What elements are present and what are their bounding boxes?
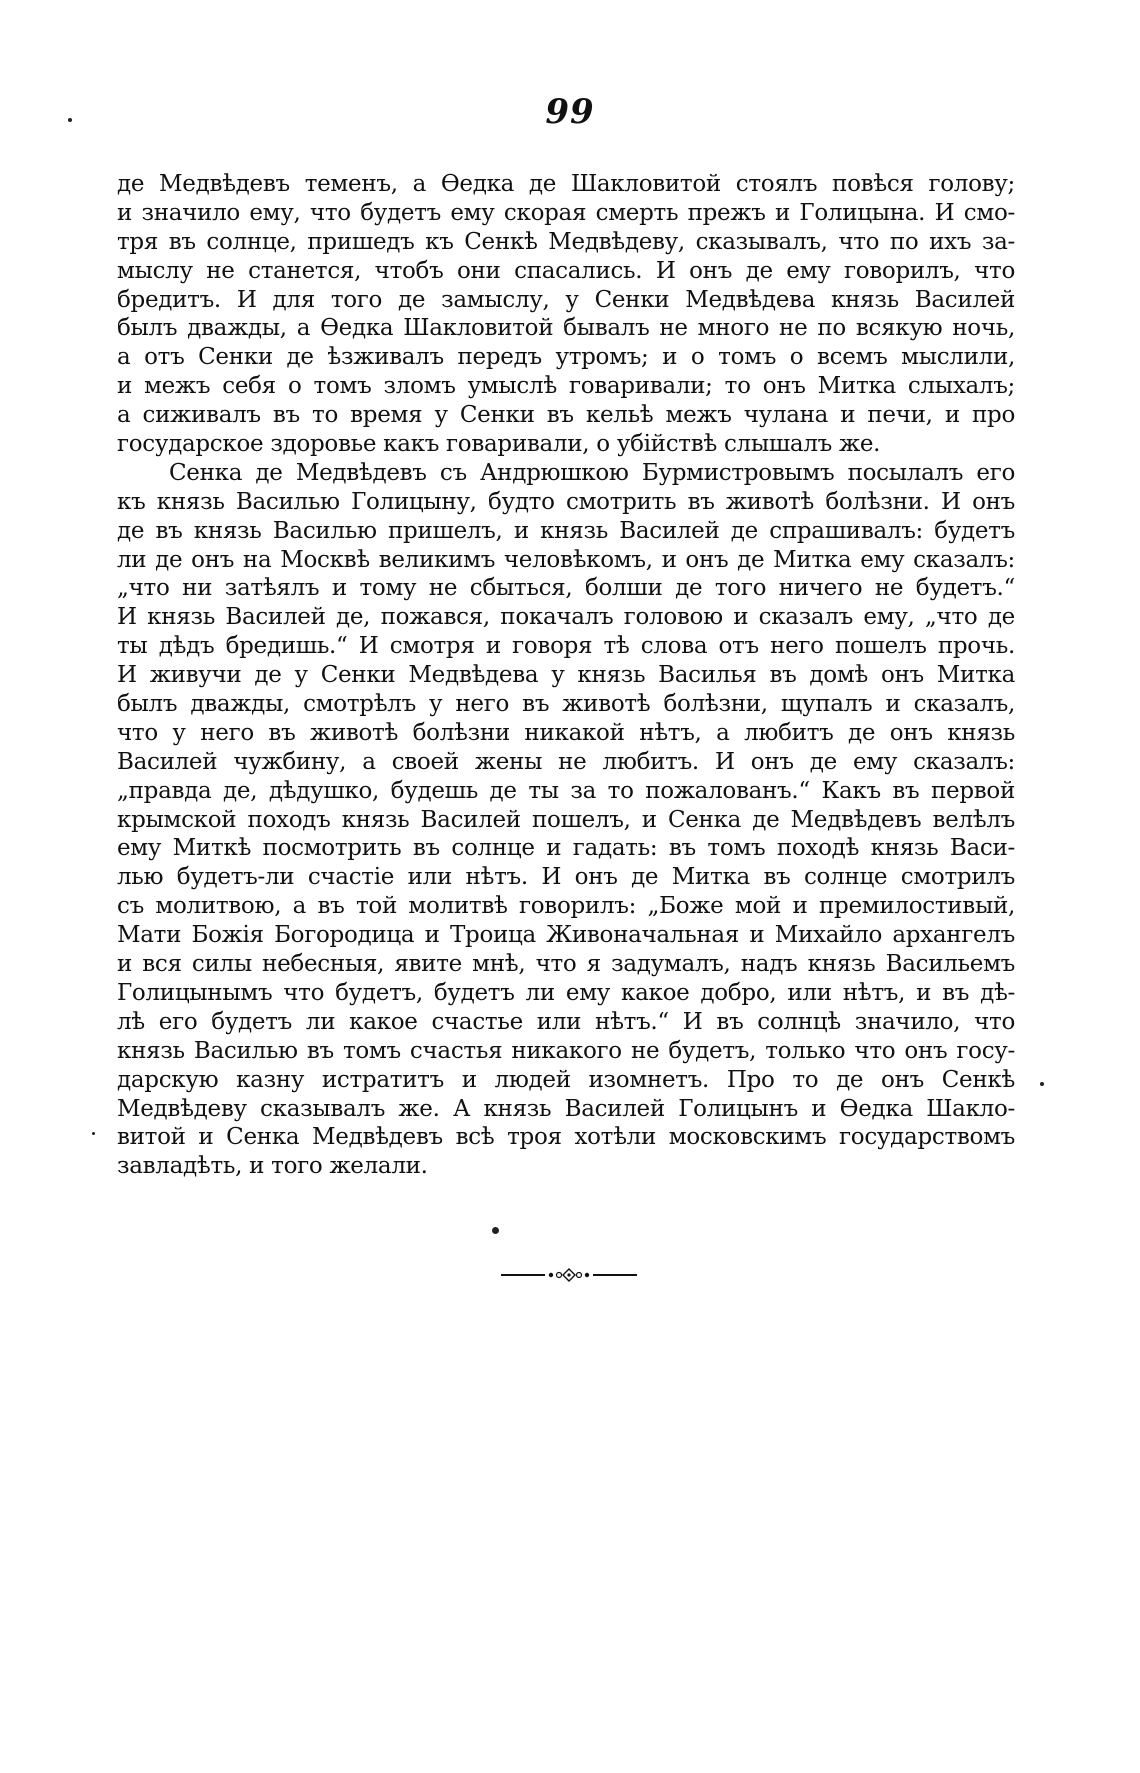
text-line: Сенка де Медвѣдевъ съ Андрюшкою Бурмистровымъ посылалъ его — [169, 459, 1015, 486]
text-line: бредитъ. И для того де замыслу, у Сенки Медвѣдева князь Василей — [117, 286, 1015, 313]
text-line: ему Миткѣ посмотрить въ солнце и гадать: въ томъ походѣ князь Васи- — [117, 835, 1015, 862]
text-line: дарскую казну истратитъ и людей изомнетъ. Про то де онъ Сенкѣ — [117, 1066, 1015, 1093]
body-text — [117, 170, 1015, 1181]
print-speck — [492, 1227, 499, 1234]
text-line: завладѣть, и того желали. — [117, 1153, 428, 1180]
text-line: лью будетъ-ли счастіе или нѣтъ. И онъ де Митка въ солнце смотрилъ — [117, 864, 1015, 891]
ornament-divider — [499, 1268, 639, 1282]
text-line: былъ дважды, смотрѣлъ у него въ животѣ болѣзни, щупалъ и сказалъ, — [117, 691, 1015, 718]
text-line: де Медвѣдевъ теменъ, а Ѳедка де Шакловитой стоялъ повѣся голову; — [117, 171, 1015, 197]
text-line: Голицынымъ что будетъ, будетъ ли ему какое добро, или нѣтъ, и въ дѣ- — [117, 979, 1015, 1006]
text-line: Василей чужбину, а своей жены не любитъ. И онъ де ему сказалъ: — [117, 748, 1015, 775]
text-line: государское здоровье какъ говаривали, о убійствѣ слышалъ же. — [117, 431, 881, 458]
text-line: и вся силы небесныя, явите мнѣ, что я задумалъ, надъ князь Васильемъ — [117, 951, 1015, 978]
text-line: де въ князь Василью пришелъ, и князь Василей де спрашивалъ: будетъ — [117, 517, 1015, 544]
text-line: И живучи де у Сенки Медвѣдева у князь Василья въ домѣ онъ Митка — [117, 662, 1015, 689]
text-line: И князь Василей де, пожався, покачалъ головою и сказалъ ему, „что де — [117, 604, 1015, 631]
print-speck — [68, 118, 72, 122]
text-line: мыслу не станется, чтобъ они спасались. И онъ де ему говорилъ, что — [117, 257, 1015, 284]
paragraph-1 — [117, 170, 1015, 459]
text-line: витой и Сенка Медвѣдевъ всѣ троя хотѣли московскимъ государствомъ — [117, 1124, 1015, 1151]
text-line: ли де онъ на Москвѣ великимъ человѣкомъ, и онъ де Митка ему сказалъ: — [117, 546, 1015, 573]
print-speck — [92, 1132, 95, 1135]
text-line: а сиживалъ въ то время у Сенки въ кельѣ межъ чулана и печи, и про — [117, 402, 1015, 429]
text-line: былъ дважды, а Ѳедка Шакловитой бывалъ не много не по всякую ночь, — [117, 315, 1015, 342]
text-line: лѣ его будетъ ли какое счастье или нѣтъ.“ И въ солнцѣ значило, что — [117, 1008, 1015, 1035]
text-line: что у него въ животѣ болѣзни никакой нѣтъ, а любитъ де онъ князь — [117, 719, 1015, 746]
text-line: и значило ему, что будетъ ему скорая смерть прежъ и Голицына. И смо- — [117, 199, 1015, 226]
text-line: а отъ Сенки де ѣзживалъ передъ утромъ; и о томъ о всемъ мыслили, — [117, 344, 1015, 371]
text-line: къ князь Василью Голицыну, будто смотрить въ животѣ болѣзни. И онъ — [117, 488, 1015, 515]
text-line: ты дѣдъ бредишь.“ И смотря и говоря тѣ слова отъ него пошелъ прочь. — [117, 633, 1015, 660]
page-number: 99 — [545, 92, 595, 132]
text-line: и межъ себя о томъ зломъ умыслѣ говаривали; то онъ Митка слыхалъ; — [117, 373, 1015, 400]
text-line: „что ни затѣялъ и тому не сбыться, болши де того ничего не будетъ.“ — [117, 575, 1015, 602]
text-line: тря въ солнце, пришедъ къ Сенкѣ Медвѣдеву, сказывалъ, что по ихъ за- — [117, 228, 1015, 255]
text-line: „правда де, дѣдушко, будешь де ты за то пожалованъ.“ Какъ въ первой — [117, 777, 1015, 804]
text-line: крымской походъ князь Василей пошелъ, и Сенка де Медвѣдевъ велѣлъ — [117, 806, 1015, 833]
text-line: Медвѣдеву сказывалъ же. А князь Василей Голицынъ и Ѳедка Шакло- — [117, 1095, 1015, 1122]
paragraph-2 — [117, 459, 1015, 1181]
text-line: князь Василью въ томъ счастья никакого не будетъ, только что онъ госу- — [117, 1037, 1015, 1064]
text-line: съ молитвою, а въ той молитвѣ говорилъ: „Боже мой и премилостивый, — [117, 893, 1015, 920]
print-speck — [1040, 1082, 1044, 1086]
text-line: Мати Божія Богородица и Троица Живоначальная и Михайло архангелъ — [117, 922, 1015, 949]
